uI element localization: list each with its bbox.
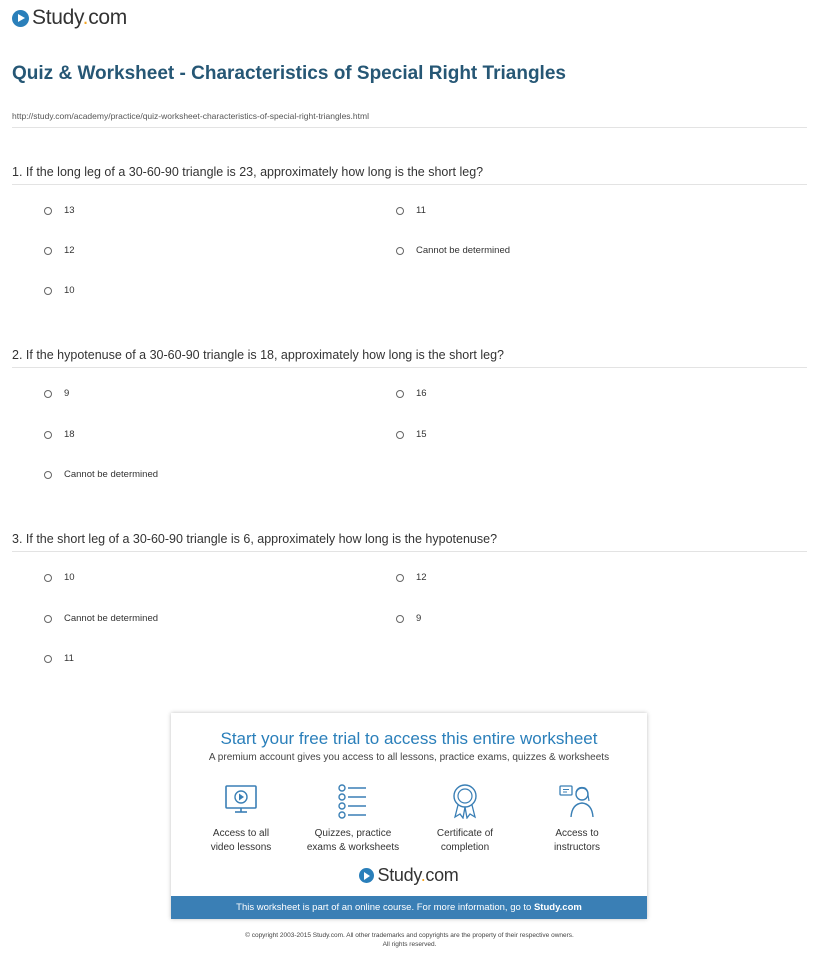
question-3: 3. If the short leg of a 30-60-90 triangle is 6, approximately how long is the hypotenuse? [12,532,498,546]
q1-option-d[interactable]: Cannot be determined [396,245,510,256]
certificate-icon [445,783,485,819]
video-lesson-icon [221,783,261,819]
q2-option-e[interactable]: Cannot be determined [44,469,158,480]
q3-option-c[interactable]: Cannot be determined [44,613,158,624]
q3-option-d[interactable]: 9 [396,613,421,624]
radio-icon[interactable] [44,390,52,398]
promo-study-logo[interactable]: Study.com [171,865,647,886]
radio-icon[interactable] [44,287,52,295]
study-logo[interactable]: Study.com [12,6,127,30]
q3-option-a[interactable]: 10 [44,572,75,583]
feature-quizzes: Quizzes, practice exams & worksheets [298,783,408,855]
radio-icon[interactable] [44,615,52,623]
radio-icon[interactable] [396,247,404,255]
feature-video-lessons: Access to all video lessons [186,783,296,855]
promo-title[interactable]: Start your free trial to access this entire worksheet [220,729,598,748]
q1-option-a[interactable]: 13 [44,205,75,216]
question-2: 2. If the hypotenuse of a 30-60-90 triangle is 18, approximately how long is the short leg? [12,348,504,362]
study-link[interactable]: Study.com [533,902,582,913]
divider [12,127,807,128]
feature-certificate: Certificate of completion [410,783,520,855]
q1-option-e[interactable]: 10 [44,285,75,296]
q3-option-b[interactable]: 12 [396,572,427,583]
q3-option-e[interactable]: 11 [44,653,74,664]
radio-icon[interactable] [396,615,404,623]
radio-icon[interactable] [396,574,404,582]
radio-icon[interactable] [396,431,404,439]
q2-option-a[interactable]: 9 [44,388,69,399]
divider [12,551,807,552]
play-logo-icon [359,868,374,883]
q2-option-c[interactable]: 18 [44,429,75,440]
radio-icon[interactable] [44,431,52,439]
quiz-list-icon [333,783,373,819]
radio-icon[interactable] [396,390,404,398]
course-info-bar: This worksheet is part of an online course. For more information, go to Study.com [171,896,647,919]
radio-icon[interactable] [44,207,52,215]
radio-icon[interactable] [44,655,52,663]
feature-instructors: Access to instructors [522,783,632,855]
q1-option-b[interactable]: 11 [396,205,426,216]
free-trial-promo [171,713,647,919]
question-1: 1. If the long leg of a 30-60-90 triangle is 23, approximately how long is the short leg? [12,165,484,179]
radio-icon[interactable] [44,247,52,255]
play-logo-icon [12,10,29,27]
promo-subtitle: A premium account gives you access to all lessons, practice exams, quizzes & worksheets [208,752,610,763]
page-title: Quiz & Worksheet - Characteristics of Special Right Triangles [12,63,566,84]
q2-option-d[interactable]: 15 [396,429,427,440]
divider [12,367,807,368]
radio-icon[interactable] [44,471,52,479]
copyright-footer: © copyright 2003-2015 Study.com. All other trademarks and copyrights are the property of their respective owners. All rights reserved. [245,932,574,948]
page-url: http://study.com/academy/practice/quiz-worksheet-characteristics-of-special-right-triangles.html [12,111,369,121]
radio-icon[interactable] [396,207,404,215]
divider [12,184,807,185]
q2-option-b[interactable]: 16 [396,388,427,399]
radio-icon[interactable] [44,574,52,582]
instructor-icon [557,783,597,819]
q1-option-c[interactable]: 12 [44,245,75,256]
